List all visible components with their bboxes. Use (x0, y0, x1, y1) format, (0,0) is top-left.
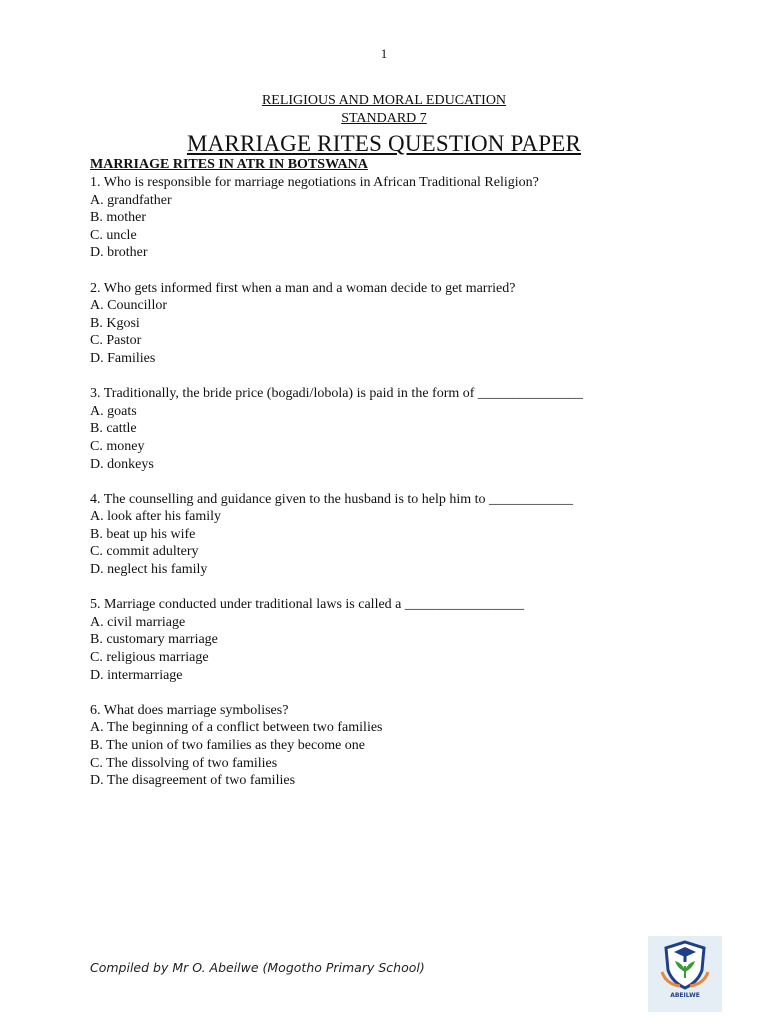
answer-option: A. Councillor (90, 298, 167, 314)
answer-option: A. look after his family (90, 509, 222, 525)
answer-option: C. commit adultery (90, 544, 199, 560)
answer-option: D. Families (90, 350, 156, 366)
answer-option: D. intermarriage (90, 667, 183, 683)
question-6 (90, 702, 710, 790)
answer-option: B. beat up his wife (90, 526, 196, 542)
question-text: 4. The counselling and guidance given to the husband is to help him to ____________ (90, 491, 574, 507)
page-number: 1 (380, 46, 388, 61)
standard-label: STANDARD 7 (341, 111, 427, 126)
question-3 (90, 385, 710, 473)
answer-option: B. cattle (90, 421, 137, 437)
answer-option: D. neglect his family (90, 562, 208, 578)
question-list (90, 174, 710, 790)
answer-option: C. money (90, 438, 145, 454)
answer-option: C. uncle (90, 227, 137, 243)
footer-credit: Compiled by Mr O. Abeilwe (Mogotho Primary School) (90, 960, 425, 975)
answer-option: D. brother (90, 245, 148, 261)
shield-logo-icon (648, 936, 722, 992)
question-text: 2. Who gets informed first when a man and a woman decide to get married? (90, 280, 516, 296)
answer-option: B. Kgosi (90, 315, 140, 331)
answer-option: B. mother (90, 210, 146, 226)
answer-option: B. customary marriage (90, 632, 218, 648)
answer-option: C. The dissolving of two families (90, 755, 278, 771)
section-heading: MARRIAGE RITES IN ATR IN BOTSWANA (90, 157, 368, 172)
answer-option: B. The union of two families as they become one (90, 738, 366, 753)
paper-title: MARRIAGE RITES QUESTION PAPER (186, 131, 582, 156)
answer-option: A. goats (90, 403, 137, 419)
paper-header (0, 92, 768, 158)
answer-option: D. The disagreement of two families (90, 773, 296, 789)
question-text: 6. What does marriage symbolises? (90, 702, 289, 718)
answer-option: A. grandfather (90, 192, 172, 208)
question-2 (90, 280, 710, 368)
question-text: 1. Who is responsible for marriage negotiations in African Traditional Religion? (90, 175, 539, 190)
question-section (90, 156, 710, 807)
answer-option: C. Pastor (90, 333, 142, 349)
school-logo (648, 936, 722, 1012)
answer-option: D. donkeys (90, 456, 154, 472)
question-text: 3. Traditionally, the bride price (bogadi/lobola) is paid in the form of _______________ (90, 386, 583, 402)
question-4 (90, 491, 710, 579)
answer-option: A. civil marriage (90, 614, 186, 630)
answer-option: C. religious marriage (90, 650, 209, 666)
question-5 (90, 596, 710, 684)
answer-option: A. The beginning of a conflict between two families (90, 720, 383, 736)
logo-caption: ABEILWE (670, 992, 700, 999)
subject-title: RELIGIOUS AND MORAL EDUCATION (261, 93, 507, 108)
question-text: 5. Marriage conducted under traditional laws is called a _________________ (90, 597, 524, 613)
question-1 (90, 174, 710, 262)
